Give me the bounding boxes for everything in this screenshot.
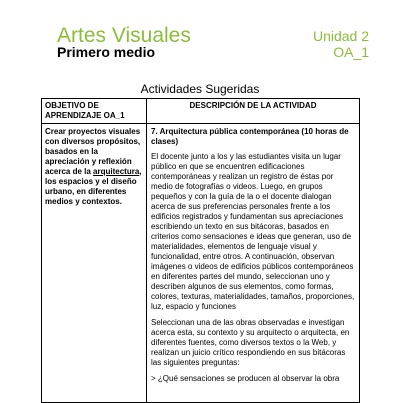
objective-text-start: Crear proyectos visuales con diversos propósitos, basados en la apreciación y reflexión acerca de la	[45, 127, 141, 176]
objective-text-end: , los espacios y el diseño urbano, en diferentes medios y contextos.	[45, 167, 142, 206]
objective-text-underlined: arquitectura	[93, 167, 140, 176]
objective-column-header: OBJETIVO DE APRENDIZAJE OA_1	[42, 99, 147, 124]
document-title: Artes Visuales	[57, 24, 191, 47]
activities-table	[41, 98, 360, 403]
description-column-header: DESCRIPCIÓN DE LA ACTIVIDAD	[147, 99, 360, 124]
table-row	[42, 124, 360, 403]
section-title: Actividades Sugeridas	[140, 82, 260, 96]
activity-title: 7. Arquitectura pública contemporánea (10 horas de clases)	[151, 127, 349, 146]
course-level: Primero medio	[57, 44, 156, 60]
activity-paragraph-1: El docente junto a los y las estudiantes visita un lugar público en que se encuentren edificaciones contemporáneas y realizan un registro de éstas por medio de fotografías o videos. Luego, en grupos pequeños y con la guía de la o el docente dialogan acerca de sus preferencias personales frente a los edificios registrados y fundamentan sus apreciaciones escribiendo un texto en sus bitácoras, basados en criterios como sensaciones e ideas que generan, uso de materialidades, elementos de lenguaje visual y funcionalidad, entre otros. A continuación, observan imágenes o videos de edificios públicos contemporáneos en diferentes partes del mundo, seleccionan uno y describen algunos de sus elementos, como formas, colores, texturas, materialidades, tamaños, proporciones, luz, espacio y funciones	[151, 152, 355, 311]
description-cell	[147, 124, 360, 403]
table-header-row	[42, 99, 360, 124]
activity-question-1: > ¿Qué sensaciones se producen al observar la obra	[151, 374, 340, 383]
objective-cell	[42, 124, 147, 403]
activity-paragraph-2: Seleccionan una de las obras observadas e investigan acerca esta, su contexto y su arquitecto o arquitecta, en diferentes fuentes, como diversos textos o la Web, y realizan un juicio crítico respondiendo en sus bitácoras las siguientes preguntas:	[151, 318, 350, 367]
objective-code: OA_1	[333, 44, 369, 60]
unit-label: Unidad 2	[312, 28, 369, 44]
